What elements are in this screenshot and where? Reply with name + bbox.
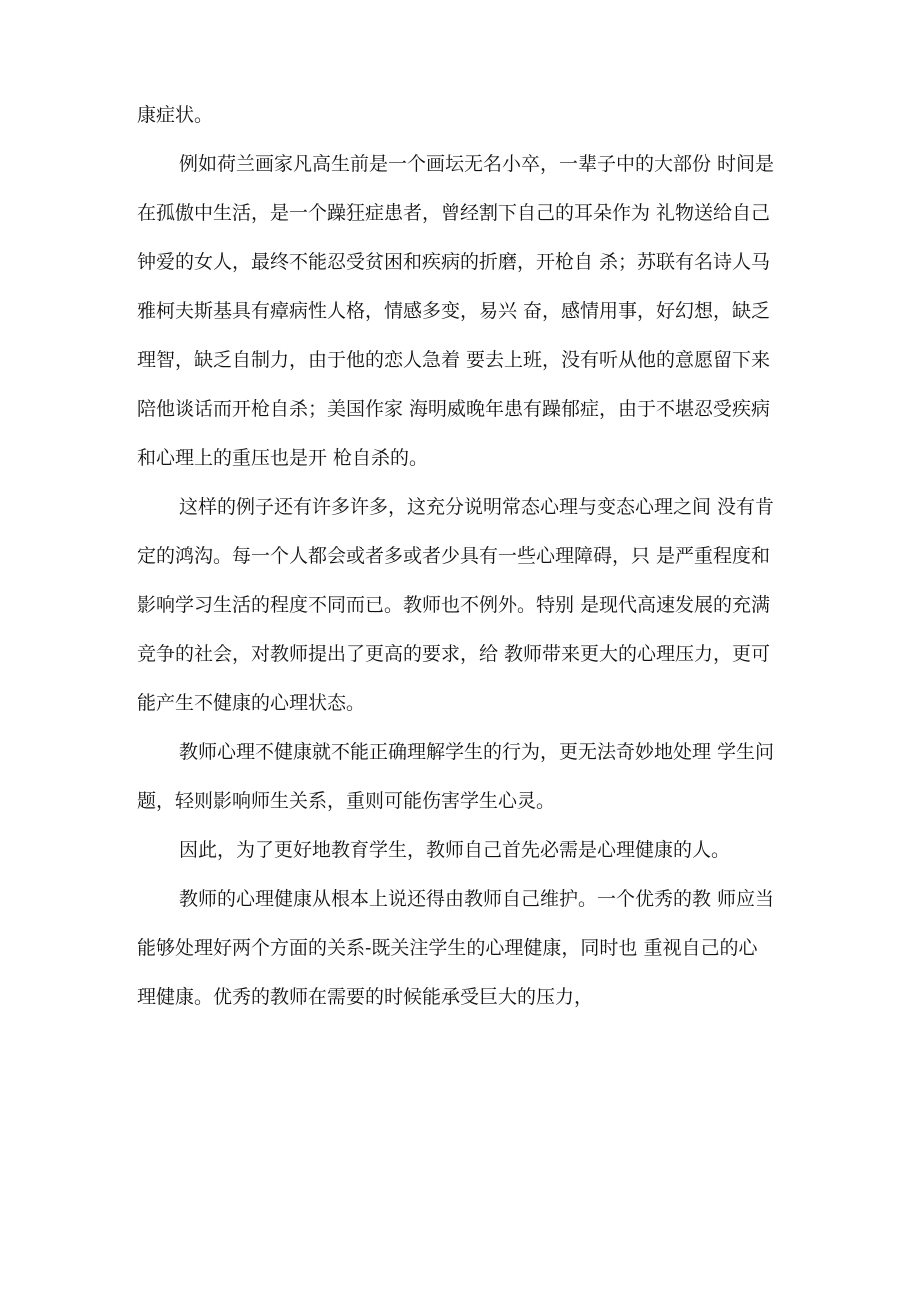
text-line: 因此，为了更好地教育学生，教师自己首先必需是心理健康的人。 [179, 839, 731, 861]
text-line: 陪他谈话而开枪自杀；美国作家 海明威晚年患有躁郁症，由于不堪忍受疾病 [137, 398, 771, 420]
text-line: 能够处理好两个方面的关系-既关注学生的心理健康，同时也 重视自己的心 [137, 937, 758, 959]
text-line: 和心理上的重压也是开 枪自杀的。 [137, 447, 429, 469]
text-line: 能产生不健康的心理状态。 [137, 692, 366, 714]
text-line: 影响学习生活的程度不同而已。教师也不例外。特别 是现代高速发展的充满 [137, 594, 771, 616]
text-line: 教师心理不健康就不能正确理解学生的行为，更无法奇妙地处理 学生问 [179, 741, 775, 763]
text-line: 理智，缺乏自制力，由于他的恋人急着 要去上班，没有听从他的意愿留下来 [137, 349, 771, 371]
text-line: 例如荷兰画家凡高生前是一个画坛无名小卒，一辈子中的大部份 时间是 [179, 153, 775, 175]
text-line: 定的鸿沟。每一个人都会或者多或者少具有一些心理障碍，只 是严重程度和 [137, 545, 771, 567]
text-line: 在孤傲中生活，是一个躁狂症患者，曾经割下自己的耳朵作为 礼物送给自己 [137, 202, 771, 224]
text-line: 竞争的社会，对教师提出了更高的要求，给 教师带来更大的心理压力，更可 [137, 643, 771, 665]
text-line: 教师的心理健康从根本上说还得由教师自己维护。一个优秀的教 师应当 [179, 888, 775, 910]
text-line: 这样的例子还有许多许多，这充分说明常态心理与变态心理之间 没有肯 [179, 496, 775, 518]
text-line: 题，轻则影响师生关系，重则可能伤害学生心灵。 [137, 790, 556, 812]
text-line: 雅柯夫斯基具有瘴病性人格，情感多变，易兴 奋，感情用事，好幻想，缺乏 [137, 300, 771, 322]
text-line: 钟爱的女人，最终不能忍受贫困和疾病的折磨，开枪自 杀；苏联有名诗人马 [137, 251, 771, 273]
text-line: 理健康。优秀的教师在需要的时候能承受巨大的压力， [137, 986, 594, 1008]
text-line: 康症状。 [137, 104, 214, 126]
